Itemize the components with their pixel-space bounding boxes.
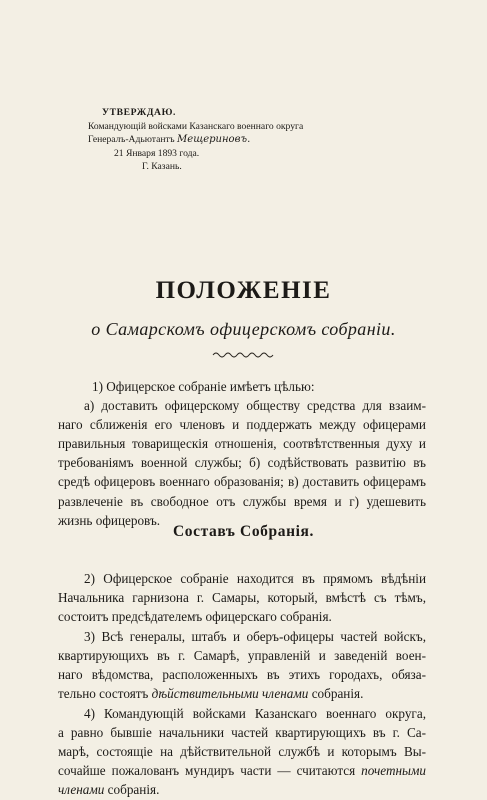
paragraph-4-line	[58, 780, 426, 799]
section-heading: Составъ Собранія.	[172, 523, 315, 540]
paragraph-3	[58, 627, 426, 703]
text-run: собранія.	[311, 686, 364, 702]
paragraph-1-line: средѣ офицеровъ военнаго образованія; в) доставить офицерамъ	[58, 474, 426, 490]
paragraph-1-line: а) доставить офицерскому обществу средства для взаим-	[84, 398, 426, 414]
paragraph-4-line: марѣ, состоящіе на дѣйствительной службѣ и которымъ Вы-	[58, 744, 426, 760]
paragraph-1-line: 1) Офицерское собраніе имѣетъ цѣлью:	[92, 379, 315, 394]
text-run: сочайше пожалованъ мундиръ части — считаются	[58, 763, 356, 779]
paragraph-4	[58, 704, 426, 799]
approval-commander-line: Командующій войсками Казанскаго военнаго округа	[88, 120, 304, 132]
approval-title: УТВЕРЖДАЮ.	[102, 107, 176, 118]
text-run: собранія.	[107, 782, 160, 798]
paragraph-3-line: 3) Всѣ генералы, штабъ и оберъ-офицеры частей войскъ,	[84, 629, 426, 644]
document-title: ПОЛОЖЕНІЕ	[155, 277, 332, 304]
paragraph-1-line: правильныя товарищескія отношенія, соотвѣтственныя духу и	[58, 436, 426, 452]
paragraph-4-line	[58, 761, 426, 780]
document-subtitle: о Самарскомъ офицерскомъ собраніи.	[91, 319, 396, 339]
approval-place: Г. Казань.	[142, 161, 182, 172]
paragraph-3-line: наго вѣдомства, расположенныхъ въ этихъ городахъ, обяза-	[58, 667, 426, 683]
paragraph-2	[58, 569, 426, 626]
ornament-divider	[212, 350, 274, 360]
approval-signature: Мещериновъ.	[177, 134, 251, 145]
approval-general-line	[88, 133, 348, 147]
italic-term: членами	[58, 782, 105, 798]
paragraph-1-line: требованіямъ военной службы; б) содѣйствовать развитію въ	[58, 455, 426, 471]
italic-term: почетными	[361, 763, 426, 779]
paragraph-4-line: 4) Командующій войсками Казанскаго военнаго округа,	[84, 706, 426, 721]
paragraph-4-line: а равно бывшіе начальники частей квартирующихъ въ г. Са-	[58, 725, 426, 741]
text-run: тельно состоятъ	[58, 686, 149, 702]
paragraph-1-line: жизнь офицеровъ.	[58, 512, 161, 528]
italic-term: дѣйствительными членами	[151, 686, 309, 702]
paragraph-1-line: наго сближенія его членовъ и поддержать между офицерами	[58, 417, 426, 433]
paragraph-3-line: квартирующихъ въ г. Самарѣ, управленій и заведеній воен-	[58, 648, 426, 664]
approval-date: 21 Января 1893 года.	[114, 147, 200, 159]
approval-stamp	[88, 106, 348, 174]
paragraph-2-line: Начальника гарнизона г. Самары, который, вмѣстѣ съ тѣмъ,	[58, 590, 426, 606]
approval-rank: Генералъ-Адьютантъ	[88, 134, 175, 145]
paragraph-1-line: развлеченіе въ свободное отъ службы время и г) удешевить	[58, 493, 426, 509]
paragraph-2-line: 2) Офицерское собраніе находится въ прямомъ вѣдѣніи	[84, 571, 426, 586]
paragraph-3-line	[58, 684, 426, 703]
paragraph-2-line: состоитъ предсѣдателемъ офицерскаго собранія.	[58, 609, 332, 625]
paragraph-1	[58, 377, 426, 530]
